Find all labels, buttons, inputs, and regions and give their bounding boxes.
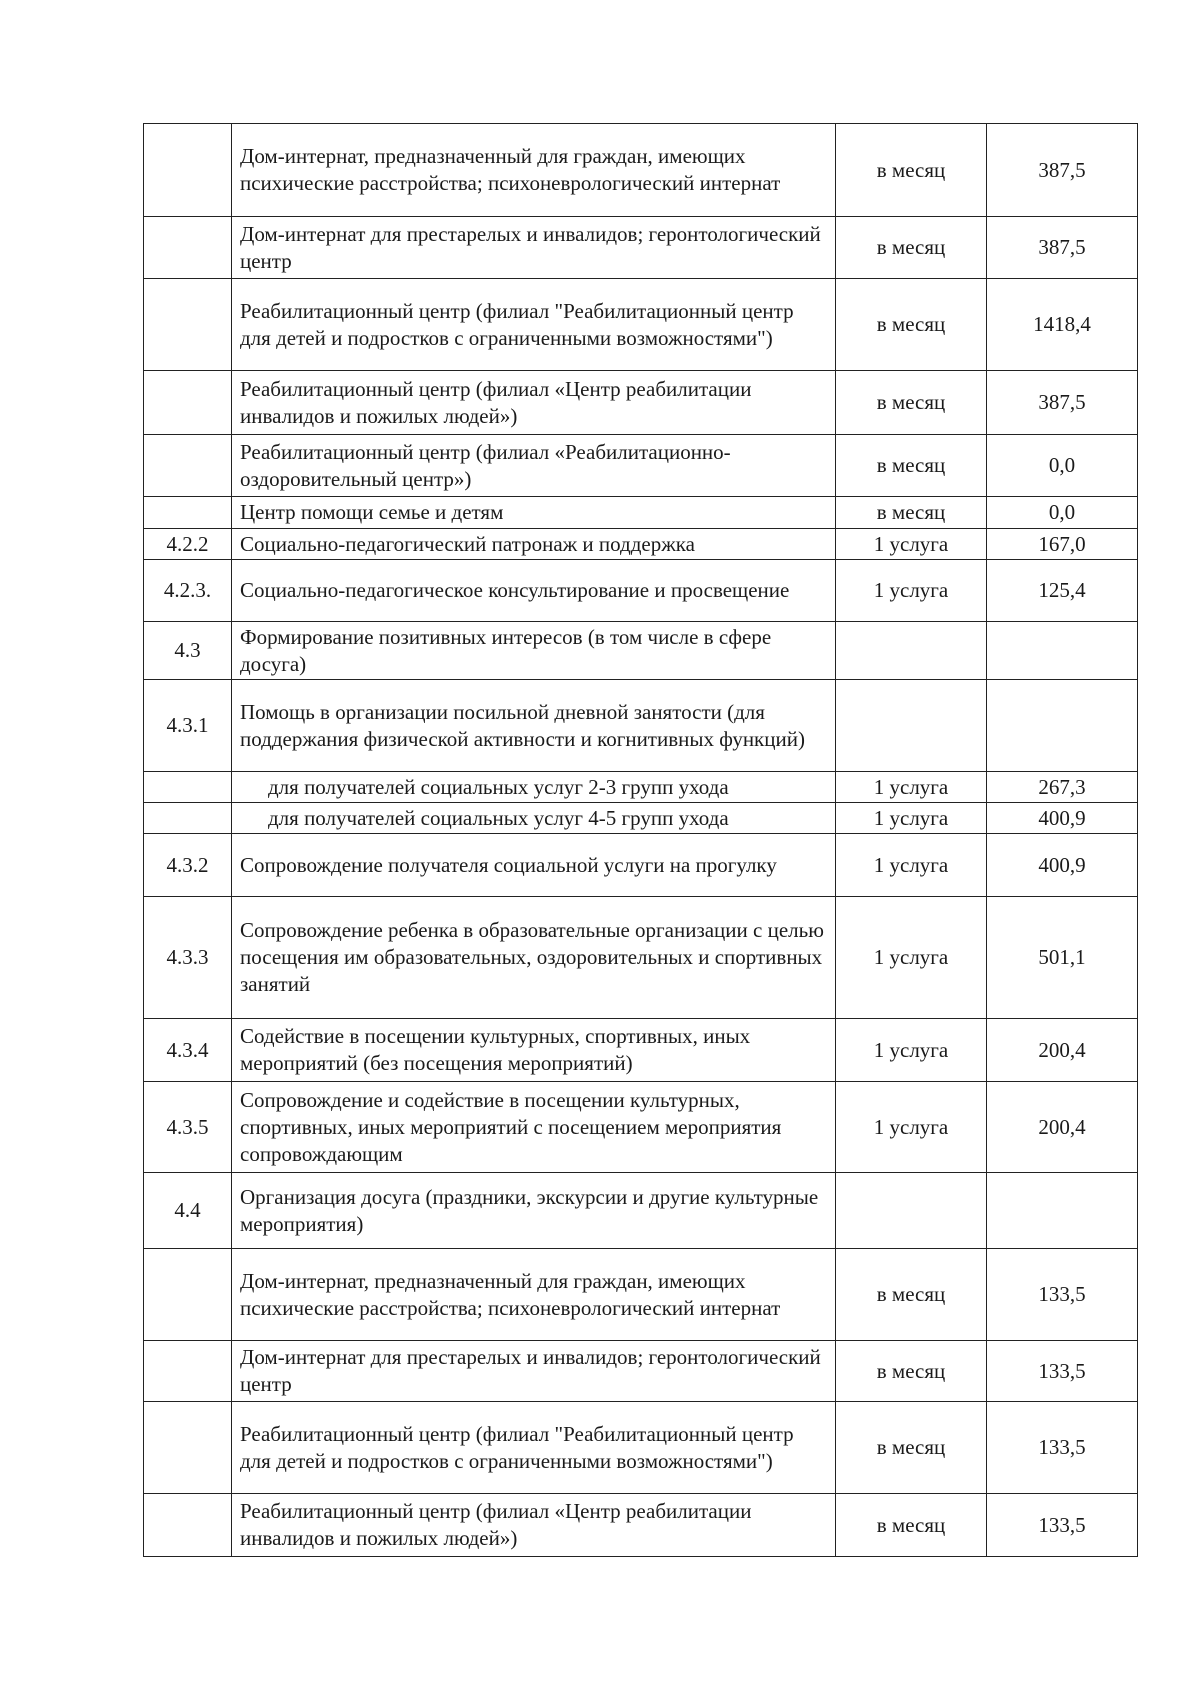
price-cell: 200,4 [987,1082,1138,1173]
table-row [144,371,1138,435]
price-cell [987,680,1138,772]
price-cell: 167,0 [987,529,1138,560]
tariff-table [143,123,1138,1557]
price-cell: 200,4 [987,1019,1138,1082]
service-name: Организация досуга (праздники, экскурсии и другие культурные мероприятия) [232,1173,836,1249]
service-name: для получателей социальных услуг 4-5 групп ухода [232,803,836,834]
table-row [144,435,1138,497]
unit-cell [836,622,987,680]
service-name: Дом-интернат для престарелых и инвалидов; геронтологический центр [232,217,836,279]
service-name: Центр помощи семье и детям [232,497,836,529]
table-row [144,622,1138,680]
row-number: 4.3.4 [144,1019,232,1082]
table-row [144,1494,1138,1557]
price-cell: 133,5 [987,1249,1138,1341]
price-cell [987,1173,1138,1249]
row-number [144,1341,232,1402]
price-cell: 133,5 [987,1341,1138,1402]
service-name: Дом-интернат для престарелых и инвалидов; геронтологический центр [232,1341,836,1402]
table-row [144,560,1138,622]
unit-cell [836,1173,987,1249]
service-name: Реабилитационный центр (филиал "Реабилитационный центр для детей и подростков с ограниченными возможностями") [232,1402,836,1494]
row-number [144,217,232,279]
table-row [144,1173,1138,1249]
table-row [144,1019,1138,1082]
price-cell: 501,1 [987,897,1138,1019]
unit-cell: 1 услуга [836,1019,987,1082]
unit-cell: в месяц [836,435,987,497]
service-name: Сопровождение получателя социальной услуги на прогулку [232,834,836,897]
table-row [144,497,1138,529]
table-row [144,1341,1138,1402]
row-number: 4.3.5 [144,1082,232,1173]
table-row [144,834,1138,897]
unit-cell: 1 услуга [836,529,987,560]
table-row [144,217,1138,279]
row-number: 4.3.2 [144,834,232,897]
price-cell: 133,5 [987,1494,1138,1557]
service-name: Помощь в организации посильной дневной занятости (для поддержания физической активности и когнитивных функций) [232,680,836,772]
row-number: 4.2.2 [144,529,232,560]
service-name: для получателей социальных услуг 2-3 групп ухода [232,772,836,803]
row-number [144,1402,232,1494]
unit-cell: в месяц [836,279,987,371]
table-row [144,124,1138,217]
row-number [144,1494,232,1557]
price-cell: 0,0 [987,435,1138,497]
price-cell: 387,5 [987,371,1138,435]
price-cell: 387,5 [987,124,1138,217]
service-name: Сопровождение и содействие в посещении культурных, спортивных, иных мероприятий с посещением мероприятия сопровождающим [232,1082,836,1173]
table-row [144,529,1138,560]
table-row [144,1402,1138,1494]
price-cell: 1418,4 [987,279,1138,371]
unit-cell: 1 услуга [836,772,987,803]
price-cell: 400,9 [987,803,1138,834]
table-row [144,772,1138,803]
price-cell: 387,5 [987,217,1138,279]
service-name: Социально-педагогический патронаж и поддержка [232,529,836,560]
price-cell: 267,3 [987,772,1138,803]
row-number [144,435,232,497]
row-number: 4.4 [144,1173,232,1249]
row-number: 4.3.3 [144,897,232,1019]
unit-cell: в месяц [836,497,987,529]
service-name: Реабилитационный центр (филиал «Центр реабилитации инвалидов и пожилых людей») [232,1494,836,1557]
table-row [144,279,1138,371]
service-name: Реабилитационный центр (филиал "Реабилитационный центр для детей и подростков с ограниченными возможностями") [232,279,836,371]
row-number [144,772,232,803]
table-row [144,680,1138,772]
unit-cell: в месяц [836,1341,987,1402]
unit-cell: 1 услуга [836,897,987,1019]
price-cell: 125,4 [987,560,1138,622]
service-name: Реабилитационный центр (филиал «Реабилитационно-оздоровительный центр») [232,435,836,497]
unit-cell: в месяц [836,1249,987,1341]
unit-cell [836,680,987,772]
price-cell: 0,0 [987,497,1138,529]
unit-cell: в месяц [836,1494,987,1557]
unit-cell: 1 услуга [836,1082,987,1173]
table-row [144,1249,1138,1341]
service-name: Сопровождение ребенка в образовательные организации с целью посещения им образовательных, оздоровительных и спортивных занятий [232,897,836,1019]
unit-cell: 1 услуга [836,803,987,834]
price-cell: 400,9 [987,834,1138,897]
unit-cell: в месяц [836,217,987,279]
row-number: 4.3 [144,622,232,680]
service-name: Социально-педагогическое консультирование и просвещение [232,560,836,622]
row-number: 4.3.1 [144,680,232,772]
row-number [144,124,232,217]
row-number [144,371,232,435]
service-name: Формирование позитивных интересов (в том числе в сфере досуга) [232,622,836,680]
service-name: Содействие в посещении культурных, спортивных, иных мероприятий (без посещения мероприятий) [232,1019,836,1082]
table-row [144,897,1138,1019]
unit-cell: в месяц [836,371,987,435]
row-number [144,279,232,371]
row-number [144,1249,232,1341]
unit-cell: 1 услуга [836,834,987,897]
service-name: Дом-интернат, предназначенный для граждан, имеющих психические расстройства; психоневрологический интернат [232,124,836,217]
price-cell [987,622,1138,680]
row-number: 4.2.3. [144,560,232,622]
row-number [144,803,232,834]
service-name: Реабилитационный центр (филиал «Центр реабилитации инвалидов и пожилых людей») [232,371,836,435]
unit-cell: в месяц [836,124,987,217]
table-row [144,803,1138,834]
price-cell: 133,5 [987,1402,1138,1494]
service-name: Дом-интернат, предназначенный для граждан, имеющих психические расстройства; психоневрологический интернат [232,1249,836,1341]
row-number [144,497,232,529]
unit-cell: в месяц [836,1402,987,1494]
table-row [144,1082,1138,1173]
unit-cell: 1 услуга [836,560,987,622]
